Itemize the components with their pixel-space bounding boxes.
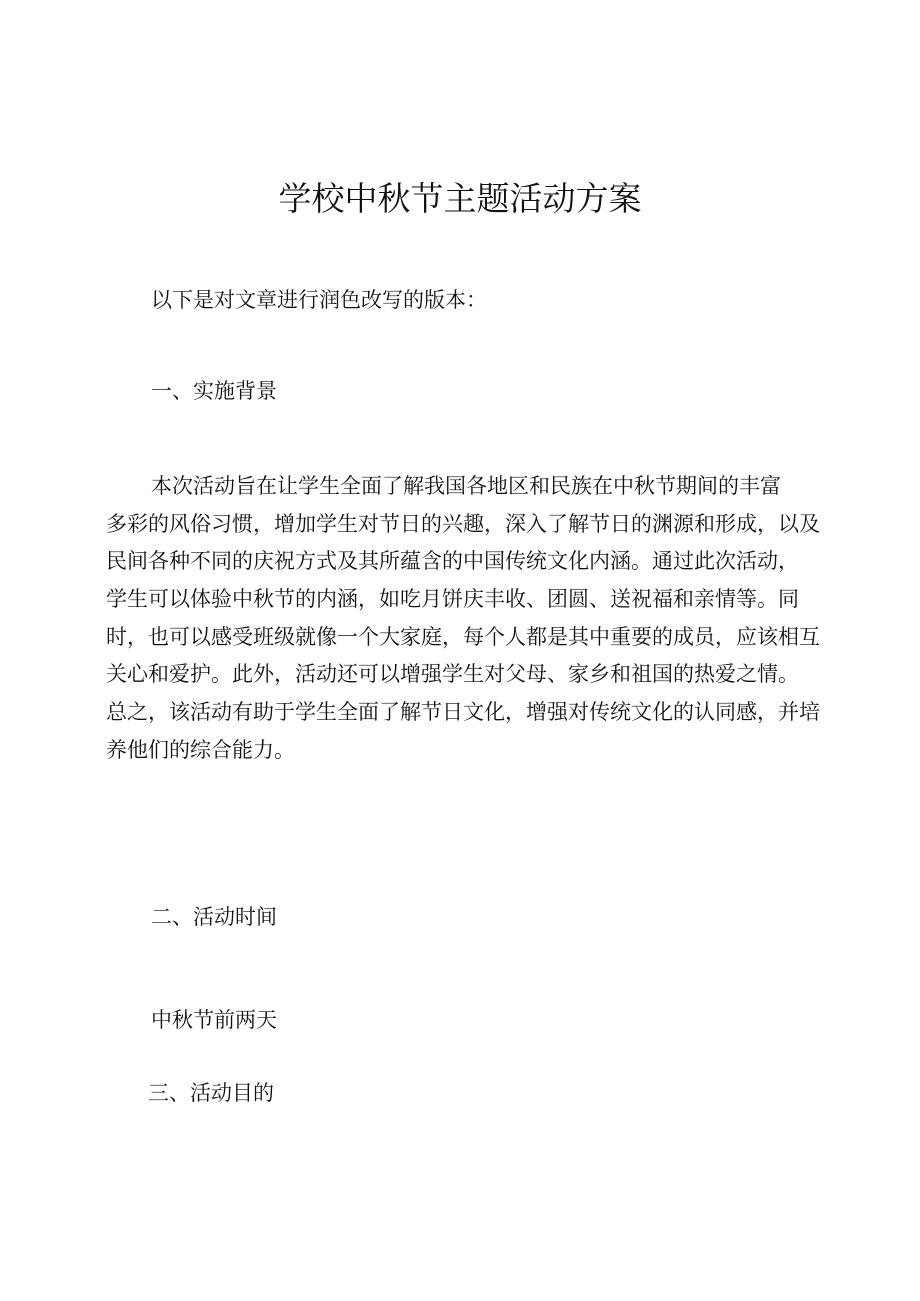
paragraph-line: 学生可以体验中秋节的内涵，如吃月饼庆丰收、团圆、送祝福和亲情等。同 (106, 587, 799, 612)
paragraph-line: 养他们的综合能力。 (106, 737, 295, 762)
intro-paragraph: 以下是对文章进行润色改写的版本： (151, 288, 487, 312)
document-title: 学校中秋节主题活动方案 (278, 179, 642, 218)
paragraph-line: 多彩的风俗习惯，增加学生对节日的兴趣，深入了解节日的渊源和形成，以及 (106, 511, 820, 536)
activity-time-text: 中秋节前两天 (151, 1008, 277, 1032)
section-heading-time: 二、活动时间 (151, 905, 277, 929)
background-paragraph (106, 468, 820, 770)
paragraph-line: 总之，该活动有助于学生全面了解节日文化，增强对传统文化的认同感，并培 (106, 700, 820, 725)
paragraph-line: 民间各种不同的庆祝方式及其所蕴含的中国传统文化内涵。通过此次活动， (106, 549, 799, 574)
paragraph-line: 时，也可以感受班级就像一个大家庭，每个人都是其中重要的成员，应该相互 (106, 624, 820, 649)
section-heading-purpose: 三、活动目的 (148, 1081, 274, 1105)
paragraph-line: 关心和爱护。此外，活动还可以增强学生对父母、家乡和祖国的热爱之情。 (106, 662, 799, 687)
paragraph-line: 本次活动旨在让学生全面了解我国各地区和民族在中秋节期间的丰富 (151, 474, 781, 498)
section-heading-background: 一、实施背景 (151, 379, 277, 403)
